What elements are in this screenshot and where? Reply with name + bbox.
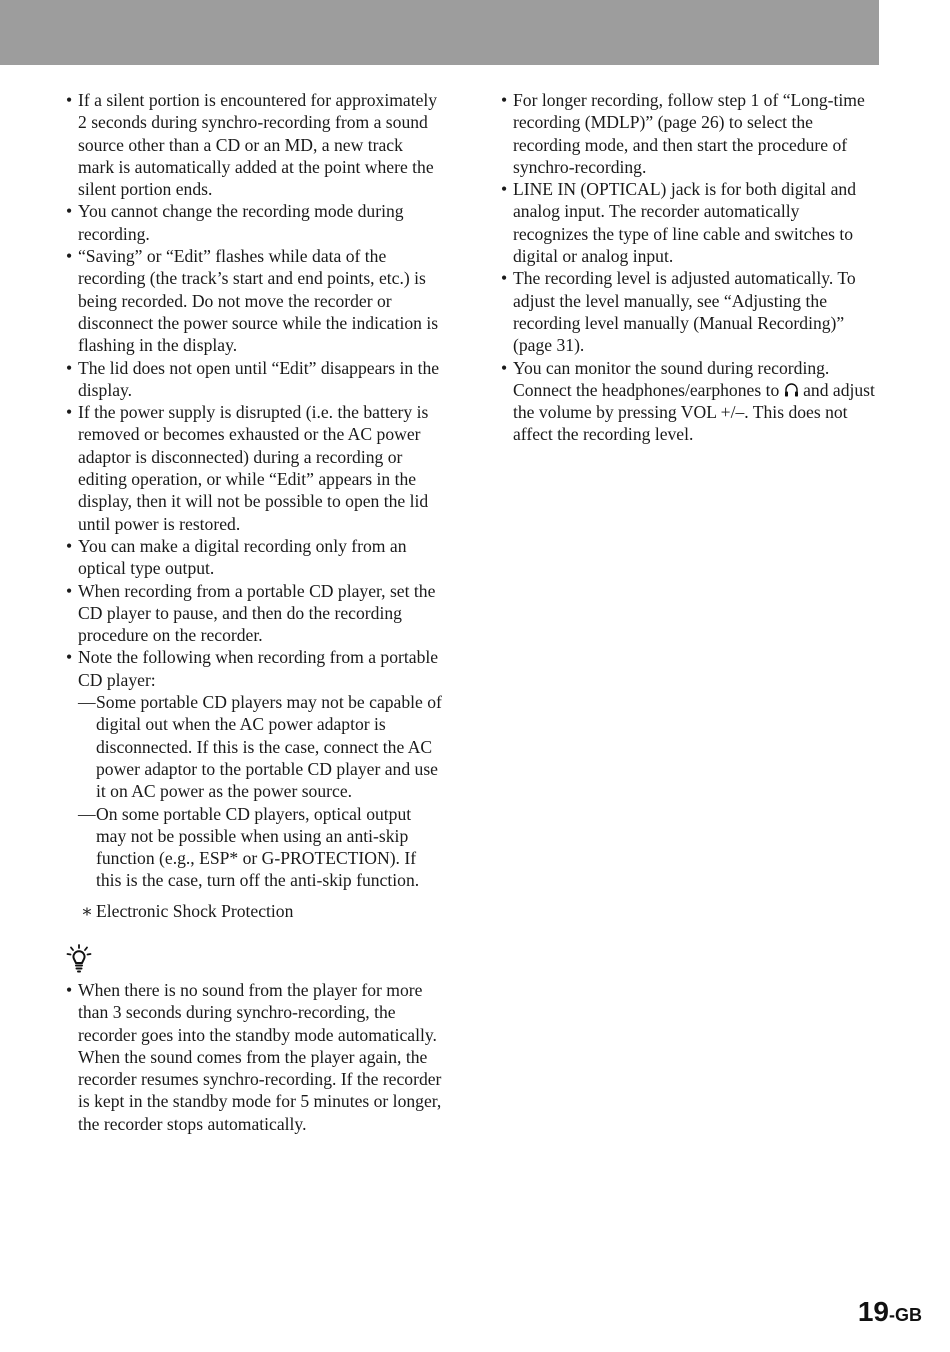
footnote-text: Electronic Shock Protection (96, 900, 294, 921)
bullet-icon: • (66, 402, 73, 423)
hint-list (66, 979, 442, 1135)
list-item-text: Note the following when recording from a portable CD player: (78, 647, 439, 690)
list-item (501, 357, 877, 446)
headphones-icon (784, 382, 799, 398)
notes-list (66, 89, 442, 691)
footnote-marker: ∗ (81, 900, 93, 921)
list-item-text: The lid does not open until “Edit” disappears in the display. (78, 357, 440, 400)
list-item-text: You can make a digital recording only from an optical type output. (78, 535, 407, 579)
list-item (66, 200, 442, 245)
bullet-icon: • (66, 979, 73, 1000)
sub-list-item-text: On some portable CD players, optical output may not be possible when using an anti-skip function (e.g., ESP* or G-PROTECTION). If this is the case, turn off the anti-skip function. (96, 803, 420, 891)
list-item (66, 580, 442, 647)
page-number-value: 19 (857, 1296, 889, 1327)
list-item (501, 178, 877, 267)
dash-icon: — (78, 803, 96, 824)
list-item-text: For longer recording, follow step 1 of “Long-time recording (MDLP)” (page 26) to select the recording mode, and then start the procedure of synchro-recording. (513, 90, 865, 177)
dash-icon: — (78, 692, 96, 713)
list-item-text: When there is no sound from the player for more than 3 seconds during synchro-recording, the recorder goes into the standby mode automatically. When the sound comes from the player again, the recorder resumes synchro-recording. If the recorder is kept in the standby mode for 5 minutes or longer, the recorder stops automatically. (78, 979, 442, 1134)
bullet-icon: • (501, 268, 508, 289)
list-item-text: and adjust the volume by pressing VOL +/–. This does not affect the recording level. (513, 379, 875, 445)
bullet-icon: • (66, 246, 73, 267)
bullet-icon: • (66, 357, 73, 378)
list-item-text: “Saving” or “Edit” flashes while data of the recording (the track’s start and end points, etc.) is being recorded. Do not move the recorder or disconnect the power source while the indication is flashing in the display. (78, 246, 439, 356)
lightbulb-hint-icon (66, 944, 92, 974)
list-item (66, 245, 442, 356)
notes-list (501, 89, 877, 446)
list-item-text: When recording from a portable CD player, set the CD player to pause, and then do the recording procedure on the recorder. (78, 580, 436, 646)
list-item-text: If the power supply is disrupted (i.e. the battery is removed or becomes exhausted or the AC power adaptor is disconnected) during a recording or editing operation, or while “Edit” appears in the display, then it will not be possible to open the lid until power is restored. (78, 402, 429, 534)
list-item-text: The recording level is adjusted automatically. To adjust the level manually, see “Adjusting the recording level manually (Manual Recording)” (page 31). (513, 268, 856, 356)
bullet-icon: • (66, 535, 73, 556)
bullet-icon: • (66, 90, 73, 110)
list-item (66, 535, 442, 580)
page-number (858, 1296, 922, 1328)
list-item (501, 89, 877, 178)
list-item (66, 401, 442, 535)
list-item (66, 89, 442, 200)
sub-list-item (66, 803, 442, 892)
sub-list-item-text: Some portable CD players may not be capable of digital out when the AC power adaptor is disconnected. If this is the case, connect the AC power adaptor to the portable CD player and use it on AC power as the power source. (96, 692, 442, 802)
bullet-icon: • (501, 90, 508, 110)
list-item-text: You can monitor the sound during recording. Connect the headphones/earphones to (513, 357, 830, 400)
list-item (501, 267, 877, 356)
list-item-text: If a silent portion is encountered for approximately 2 seconds during synchro-recording from a sound source other than a CD or an MD, a new track mark is automatically added at the point where the silent portion ends. (78, 90, 438, 200)
sub-list-item (66, 691, 442, 802)
list-item-text: You cannot change the recording mode during recording. (78, 201, 404, 244)
list-item-text: LINE IN (OPTICAL) jack is for both digital and analog input. The recorder automatically recognizes the type of line cable and switches to digital or analog input. (513, 179, 857, 267)
left-column (66, 89, 442, 1135)
bullet-icon: • (66, 647, 73, 668)
bullet-icon: • (501, 179, 508, 200)
bullet-icon: • (66, 201, 73, 222)
page-number-suffix: -GB (889, 1305, 922, 1325)
bullet-icon: • (66, 580, 73, 601)
bullet-icon: • (501, 357, 508, 378)
list-item (66, 357, 442, 402)
right-column (501, 89, 877, 446)
footnote (66, 900, 442, 922)
header-band (0, 0, 879, 65)
list-item (66, 979, 442, 1135)
list-item (66, 646, 442, 691)
